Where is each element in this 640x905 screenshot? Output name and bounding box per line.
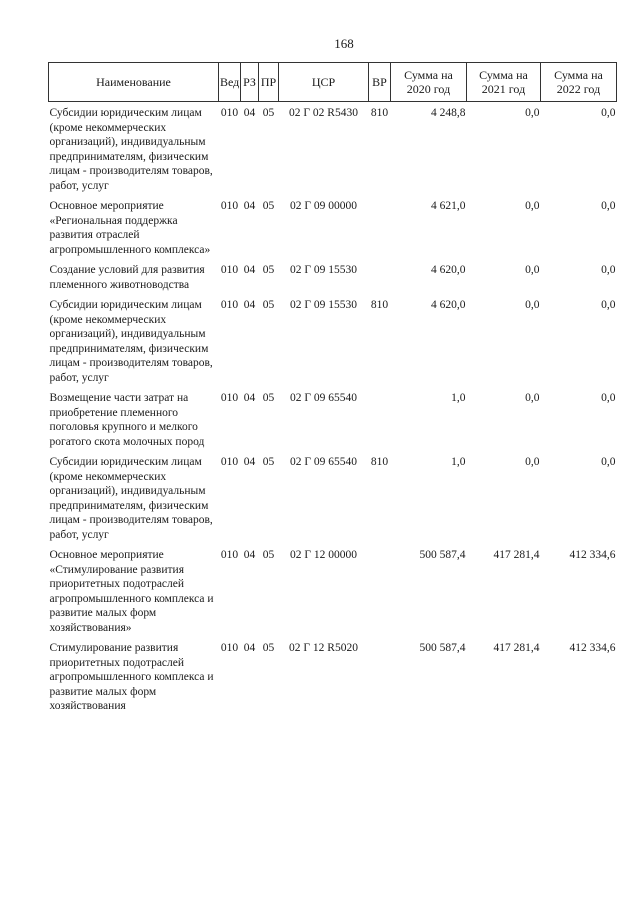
row-name: Субсидии юридическим лицам (кроме некоммерческих организаций), индивидуальным предпринимателям, физическим лицам - производителям товаров, работ, услуг <box>49 456 213 541</box>
row-name: Основное мероприятие «Региональная поддержка развития отраслей агропромышленного комплекса» <box>49 200 211 256</box>
row-sum-2022: 0,0 <box>601 200 616 212</box>
row-sum-2020: 500 587,4 <box>419 549 466 561</box>
row-name: Основное мероприятие «Стимулирование развития приоритетных подотраслей агропромышленного комплекса и развитие малых форм хозяйствования» <box>49 549 214 634</box>
row-rz: 04 <box>243 200 256 212</box>
row-sum-2021: 0,0 <box>525 299 540 311</box>
row-vr: 810 <box>370 107 389 119</box>
budget-table <box>48 62 617 720</box>
table-row <box>49 263 617 298</box>
row-ved: 010 <box>220 107 239 119</box>
row-sum-2022: 0,0 <box>601 264 616 276</box>
row-pr: 05 <box>262 456 275 468</box>
row-sum-2021: 417 281,4 <box>493 549 540 561</box>
row-ved: 010 <box>220 456 239 468</box>
row-name: Стимулирование развития приоритетных подотраслей агропромышленного комплекса и развитие малых форм хозяйствования <box>49 642 214 712</box>
row-vr <box>369 641 391 720</box>
row-sum-2020: 4 620,0 <box>431 299 466 311</box>
row-rz: 04 <box>243 107 256 119</box>
table-row <box>49 641 617 720</box>
row-ved: 010 <box>220 392 239 404</box>
row-ved: 010 <box>220 299 239 311</box>
row-csr: 02 Г 09 65540 <box>289 392 358 404</box>
row-pr: 05 <box>262 200 275 212</box>
row-ved: 010 <box>220 264 239 276</box>
row-sum-2020: 4 248,8 <box>431 107 466 119</box>
col-pr-header: ПР <box>259 63 279 102</box>
row-sum-2020: 1,0 <box>451 392 466 404</box>
row-name: Субсидии юридическим лицам (кроме некоммерческих организаций), индивидуальным предпринимателям, физическим лицам - производителям товаров, работ, услуг <box>49 107 213 192</box>
col-ved-header: Вед <box>219 63 241 102</box>
row-rz: 04 <box>243 456 256 468</box>
col-name-header: Наименование <box>49 63 219 102</box>
row-csr: 02 Г 09 15530 <box>289 264 358 276</box>
row-sum-2020: 4 621,0 <box>431 200 466 212</box>
row-pr: 05 <box>262 107 275 119</box>
row-csr: 02 Г 09 00000 <box>289 200 358 212</box>
col-vr-header: ВР <box>369 63 391 102</box>
table-row <box>49 199 617 263</box>
row-pr: 05 <box>262 392 275 404</box>
row-sum-2022: 0,0 <box>601 299 616 311</box>
col-sum2020-header: Сумма на 2020 год <box>391 63 467 102</box>
table-row <box>49 106 617 199</box>
row-sum-2021: 0,0 <box>525 264 540 276</box>
row-ved: 010 <box>220 642 239 654</box>
row-sum-2021: 0,0 <box>525 107 540 119</box>
row-sum-2021: 0,0 <box>525 392 540 404</box>
row-sum-2022: 0,0 <box>601 456 616 468</box>
row-rz: 04 <box>243 392 256 404</box>
col-sum2021-header: Сумма на 2021 год <box>467 63 541 102</box>
col-sum2022-header: Сумма на 2022 год <box>541 63 617 102</box>
row-pr: 05 <box>262 642 275 654</box>
row-pr: 05 <box>262 264 275 276</box>
row-sum-2022: 412 334,6 <box>569 642 616 654</box>
row-vr <box>369 548 391 641</box>
table-row <box>49 298 617 391</box>
col-csr-header: ЦСР <box>279 63 369 102</box>
row-csr: 02 Г 09 65540 <box>289 456 358 468</box>
row-sum-2021: 0,0 <box>525 200 540 212</box>
row-csr: 02 Г 12 R5020 <box>289 642 358 654</box>
row-name: Субсидии юридическим лицам (кроме некоммерческих организаций), индивидуальным предпринимателям, физическим лицам - производителям товаров, работ, услуг <box>49 299 213 384</box>
row-sum-2020: 500 587,4 <box>419 642 466 654</box>
row-sum-2020: 1,0 <box>451 456 466 468</box>
row-rz: 04 <box>243 299 256 311</box>
row-csr: 02 Г 12 00000 <box>289 549 358 561</box>
row-pr: 05 <box>262 549 275 561</box>
table-body <box>49 102 617 720</box>
row-sum-2021: 0,0 <box>525 456 540 468</box>
row-sum-2020: 4 620,0 <box>431 264 466 276</box>
row-rz: 04 <box>243 264 256 276</box>
row-rz: 04 <box>243 549 256 561</box>
row-csr: 02 Г 02 R5430 <box>289 107 358 119</box>
row-vr <box>369 199 391 263</box>
row-ved: 010 <box>220 549 239 561</box>
row-sum-2021: 417 281,4 <box>493 642 540 654</box>
row-sum-2022: 412 334,6 <box>569 549 616 561</box>
row-name: Возмещение части затрат на приобретение племенного поголовья крупного и мелкого рогатого скота молочных пород <box>49 392 205 448</box>
row-sum-2022: 0,0 <box>601 107 616 119</box>
row-ved: 010 <box>220 200 239 212</box>
row-name: Создание условий для развития племенного животноводства <box>49 264 205 291</box>
row-vr <box>369 391 391 455</box>
row-csr: 02 Г 09 15530 <box>289 299 358 311</box>
row-vr: 810 <box>370 456 389 468</box>
page-number: 168 <box>334 36 354 51</box>
row-vr <box>369 263 391 298</box>
row-rz: 04 <box>243 642 256 654</box>
table-row <box>49 455 617 548</box>
table-row <box>49 391 617 455</box>
row-vr: 810 <box>370 299 389 311</box>
row-sum-2022: 0,0 <box>601 392 616 404</box>
row-pr: 05 <box>262 299 275 311</box>
table-row <box>49 548 617 641</box>
table-header <box>49 63 617 102</box>
col-rz-header: РЗ <box>241 63 259 102</box>
